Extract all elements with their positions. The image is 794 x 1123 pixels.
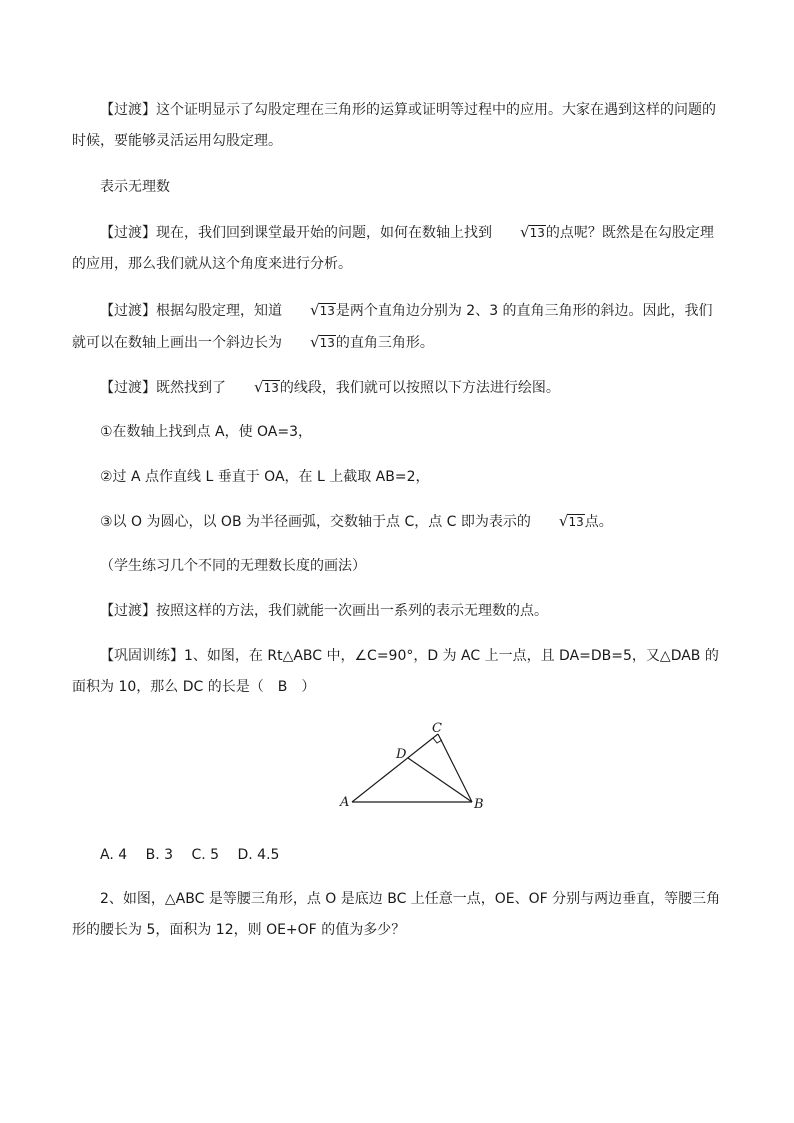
text-run: 【过渡】现在，我们回到课堂最开始的问题，如何在数轴上找到 xyxy=(100,225,492,241)
text-run: 的点呢？既然是在勾股定理的应用，那么我们就从这个角度来进行分析。 xyxy=(72,225,714,272)
sqrt-13 xyxy=(531,506,585,538)
label-a: A xyxy=(340,795,350,810)
paragraph-transition-3 xyxy=(72,295,722,359)
radical-sign: √ xyxy=(520,223,530,241)
answer-options: A. 4 B. 3 C. 5 D. 4.5 xyxy=(100,847,280,863)
step-3 xyxy=(72,506,722,538)
sqrt-13 xyxy=(282,327,336,359)
sqrt-13 xyxy=(492,217,546,249)
segment-ac xyxy=(352,734,438,802)
radical-sign: √ xyxy=(310,301,320,319)
text-run: 是两个直角边分别为 2、3 的直角三角形的斜边。因此，我们就可以在数轴上画出一个斜边长为 xyxy=(72,303,713,351)
radicand: 13 xyxy=(529,226,545,240)
radical-sign: √ xyxy=(254,378,264,396)
section-heading: 表示无理数 xyxy=(100,179,170,195)
exercise-1: 【巩固训练】1、如图，在 Rt△ABC 中，∠C=90°，D 为 AC 上一点，且 DA=DB=5，又△DAB 的面积为 10，那么 DC 的长是（ B ） xyxy=(72,648,719,695)
radicand: 13 xyxy=(319,304,335,318)
label-b: B xyxy=(474,797,484,812)
paragraph-transition-5: 【过渡】按照这样的方法，我们就能一次画出一系列的表示无理数的点。 xyxy=(100,603,548,619)
exercise-2: 2、如图，△ABC 是等腰三角形，点 O 是底边 BC 上任意一点，OE、OF 分别与两边垂直，等腰三角形的腰长为 5，面积为 12，则 OE+OF 的值为多少？ xyxy=(72,891,721,938)
sqrt-13 xyxy=(226,372,280,404)
triangle-figure xyxy=(330,722,490,816)
radical-sign: √ xyxy=(558,512,569,530)
step-2: ②过 A 点作直线 L 垂直于 OA，在 L 上截取 AB=2， xyxy=(100,469,430,485)
text-run: 【过渡】根据勾股定理，知道 xyxy=(100,303,282,319)
radicand: 13 xyxy=(568,515,584,529)
sqrt-13 xyxy=(282,295,336,327)
label-d: D xyxy=(396,747,407,762)
text-run: 的直角三角形。 xyxy=(335,335,434,351)
radical-sign: √ xyxy=(310,333,320,351)
text-run: 的线段，我们就可以按照以下方法进行绘图。 xyxy=(279,380,560,396)
label-c: C xyxy=(432,722,442,736)
segment-cb xyxy=(438,734,472,802)
radicand: 13 xyxy=(263,381,279,395)
text-run: ③以 O 为圆心，以 OB 为半径画弧，交数轴于点 C，点 C 即为表示的 xyxy=(100,514,531,530)
text-run: 点。 xyxy=(584,514,613,530)
text-run: 【过渡】既然找到了 xyxy=(100,380,226,396)
radicand: 13 xyxy=(319,336,335,350)
segment-db xyxy=(408,758,472,802)
paragraph-transition-1: 【过渡】这个证明显示了勾股定理在三角形的运算或证明等过程中的应用。大家在遇到这样的问题的时候，要能够灵活运用勾股定理。 xyxy=(72,102,716,149)
paragraph-transition-2 xyxy=(72,217,722,280)
student-practice-note: （学生练习几个不同的无理数长度的画法） xyxy=(100,558,366,574)
step-1: ①在数轴上找到点 A，使 OA=3， xyxy=(100,424,313,440)
paragraph-transition-4 xyxy=(72,372,722,404)
